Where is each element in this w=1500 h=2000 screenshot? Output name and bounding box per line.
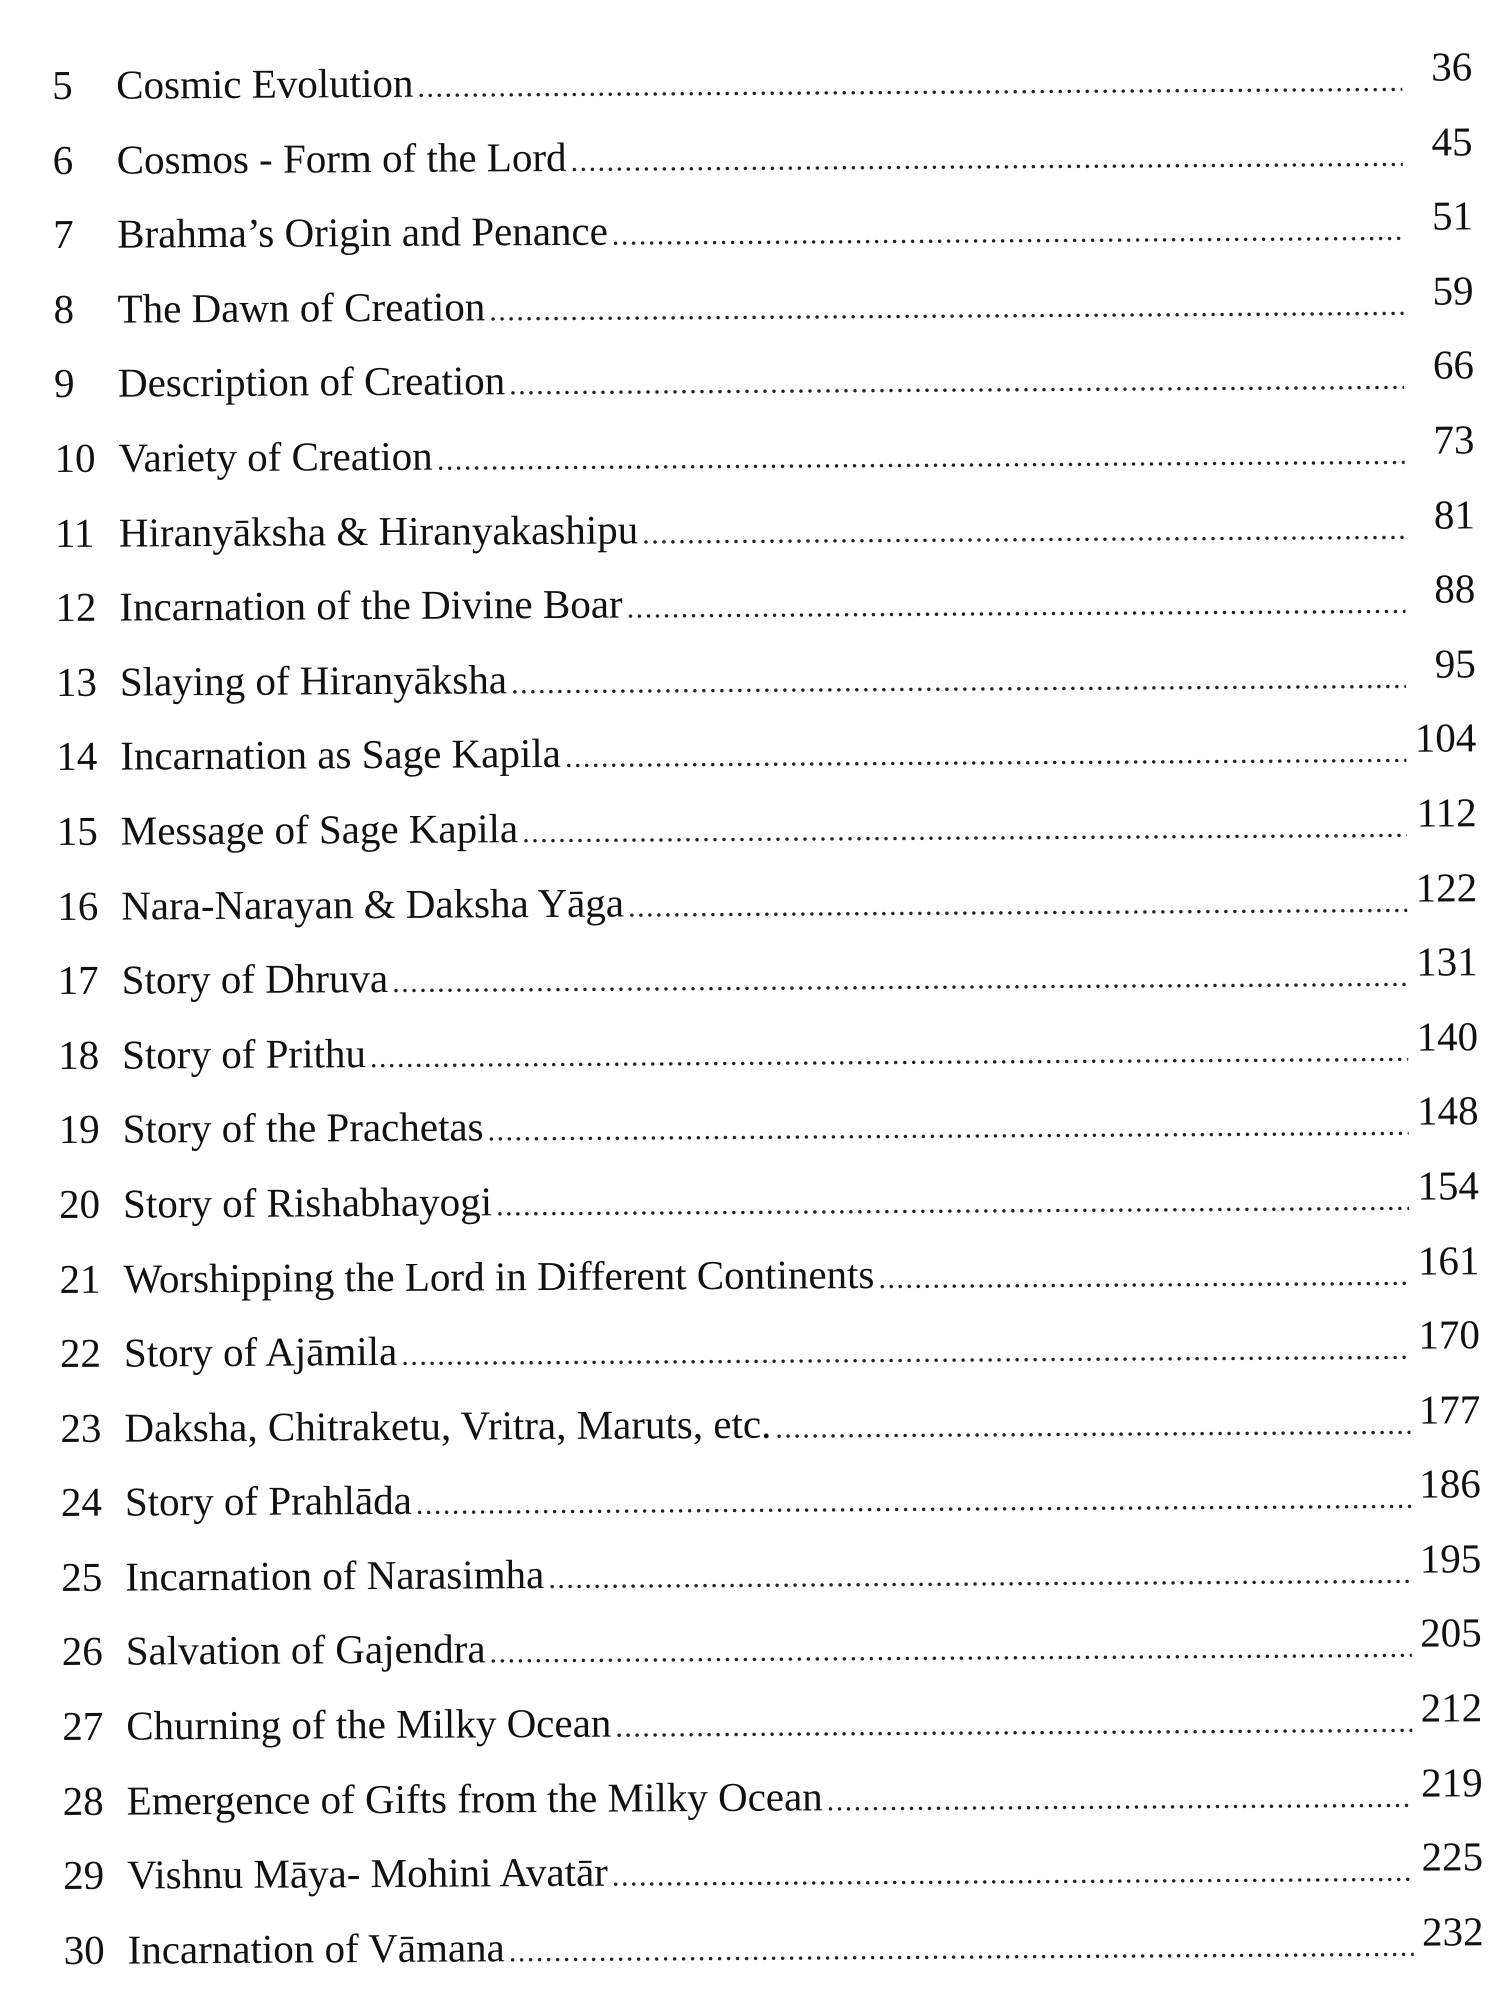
toc-entry [59,1158,1479,1241]
entry-title: Slaying of Hiranyāksha [119,655,508,705]
entry-number: 24 [60,1479,103,1526]
dot-leader [509,1910,1414,1990]
dot-leader [509,343,1404,423]
entry-page: 36 [1430,43,1473,90]
entry-title: Story of Dhruva [121,955,389,1003]
toc-entry [63,1904,1483,1987]
entry-page: 232 [1421,1908,1484,1955]
entry-title: Cosmos - Form of the Lord [116,133,567,183]
dot-leader [489,269,1404,349]
toc-entry [53,189,1473,272]
dot-leader [370,1014,1409,1095]
toc-entry [57,934,1477,1017]
entry-page: 51 [1431,192,1474,239]
toc-entry [56,636,1476,719]
entry-number: 15 [56,807,98,854]
entry-page: 212 [1420,1684,1483,1731]
entry-title: Story of Prahlāda [124,1477,412,1525]
dot-leader [642,492,1405,571]
entry-number: 29 [63,1851,105,1899]
entry-title: Description of Creation [117,357,506,406]
entry-number: 8 [53,285,75,332]
toc-entry [57,785,1477,868]
entry-number: 25 [61,1553,103,1600]
entry-title: The Dawn of Creation [117,283,486,332]
toc-entry [56,711,1476,794]
toc-entry [58,1084,1478,1167]
dot-leader [511,641,1406,721]
entry-title: Incarnation as Sage Kapila [120,730,562,779]
entry-title: Incarnation of the Divine Boar [119,580,623,630]
dot-leader [437,418,1405,499]
entry-title: Vishnu Māya- Mohini Avatār [127,1848,609,1898]
toc-entry [61,1457,1481,1540]
entry-page: 161 [1417,1236,1480,1284]
dot-leader [827,1760,1413,1838]
entry-title: Hiranyāksha & Hiranyakashipu [118,505,639,556]
entry-number: 23 [60,1404,102,1451]
entry-number: 27 [62,1702,104,1750]
entry-page: 95 [1434,640,1476,687]
dot-leader [878,1238,1410,1316]
dot-leader [615,1686,1412,1765]
entry-page: 186 [1419,1460,1481,1507]
entry-page: 140 [1416,1013,1479,1060]
entry-number: 12 [55,583,97,631]
entry-number: 30 [63,1926,105,1973]
entry-number: 7 [52,211,74,258]
toc-entry [55,561,1475,644]
toc-entry [54,338,1474,421]
entry-title: Story of Prithu [122,1029,367,1078]
entry-number: 16 [57,882,99,929]
entry-number: 22 [59,1329,102,1377]
toc-entry [52,39,1472,122]
dot-leader [612,1835,1414,1914]
entry-title: Message of Sage Kapila [120,805,519,854]
toc-entry [63,1830,1483,1913]
entry-title: Salvation of Gajendra [125,1625,486,1675]
entry-page: 88 [1434,565,1476,612]
entry-page: 59 [1432,267,1474,314]
dot-leader [401,1313,1410,1394]
entry-title: Cosmic Evolution [116,59,414,108]
dot-leader [392,940,1408,1021]
toc-entry [59,1233,1479,1316]
entry-number: 26 [61,1628,103,1675]
toc-entry [52,114,1472,197]
entry-page: 148 [1416,1087,1479,1134]
entry-page: 73 [1433,416,1475,463]
entry-number: 21 [59,1255,101,1302]
entry-title: Emergence of Gifts from the Milky Ocean [126,1772,823,1824]
entry-page: 177 [1418,1385,1481,1433]
dot-leader [489,1611,1412,1691]
entry-page: 45 [1431,117,1473,165]
entry-number: 11 [54,509,95,556]
entry-number: 19 [58,1106,100,1153]
entry-page: 154 [1417,1162,1480,1209]
entry-page: 219 [1420,1758,1483,1806]
toc-entry [55,487,1475,570]
entry-title: Brahma’s Origin and Penance [116,207,608,257]
toc-entry [54,412,1474,495]
entry-number: 10 [54,434,96,481]
entry-title: Incarnation of Narasimha [125,1550,545,1600]
dot-leader [416,1462,1411,1543]
entry-page: 195 [1419,1535,1482,1582]
entry-page: 81 [1433,490,1476,538]
table-of-contents [52,39,1484,1987]
entry-title: Story of Rishabhayogi [122,1178,493,1227]
entry-number: 13 [55,658,98,705]
toc-entry [57,860,1477,943]
entry-number: 9 [53,360,75,407]
entry-page: 205 [1420,1609,1482,1657]
entry-title: Worshipping the Lord in Different Continents [123,1250,875,1302]
entry-number: 5 [52,61,73,108]
toc-entry [62,1680,1482,1763]
entry-number: 20 [58,1180,101,1227]
dot-leader [496,1164,1409,1244]
entry-page: 225 [1421,1833,1484,1880]
dot-leader [487,1089,1409,1169]
entry-number: 28 [62,1777,104,1824]
toc-entry [62,1606,1482,1689]
dot-leader [628,865,1408,944]
entry-title: Churning of the Milky Ocean [126,1699,612,1749]
entry-title: Story of Ajāmila [123,1328,398,1376]
entry-title: Incarnation of Vāmana [127,1924,505,1973]
entry-title: Story of the Prachetas [122,1103,484,1152]
toc-entry [61,1531,1481,1614]
entry-page: 112 [1416,789,1477,836]
entry-title: Nara-Narayan & Daksha Yāga [121,879,625,929]
toc-entry [62,1755,1482,1838]
entry-page: 122 [1415,863,1478,911]
entry-number: 14 [56,733,98,780]
toc-entry [60,1382,1480,1465]
dot-leader [522,791,1407,871]
dot-leader [565,716,1407,796]
dot-leader [570,119,1403,199]
entry-number: 18 [58,1031,100,1078]
dot-leader [417,45,1402,126]
entry-page: 66 [1432,341,1475,388]
toc-entry [58,1009,1478,1092]
entry-number: 17 [57,956,99,1004]
toc-entry [53,263,1473,346]
toc-entry [60,1307,1480,1390]
entry-page: 104 [1414,714,1477,762]
dot-leader [775,1387,1411,1465]
entry-number: 6 [52,136,74,183]
entry-title: Daksha, Chitraketu, Vritra, Maruts, etc. [124,1400,772,1451]
dot-leader [548,1537,1412,1617]
entry-title: Variety of Creation [118,432,433,481]
entry-page: 131 [1415,938,1478,985]
dot-leader [612,194,1404,273]
entry-page: 170 [1418,1311,1481,1358]
dot-leader [626,567,1405,646]
